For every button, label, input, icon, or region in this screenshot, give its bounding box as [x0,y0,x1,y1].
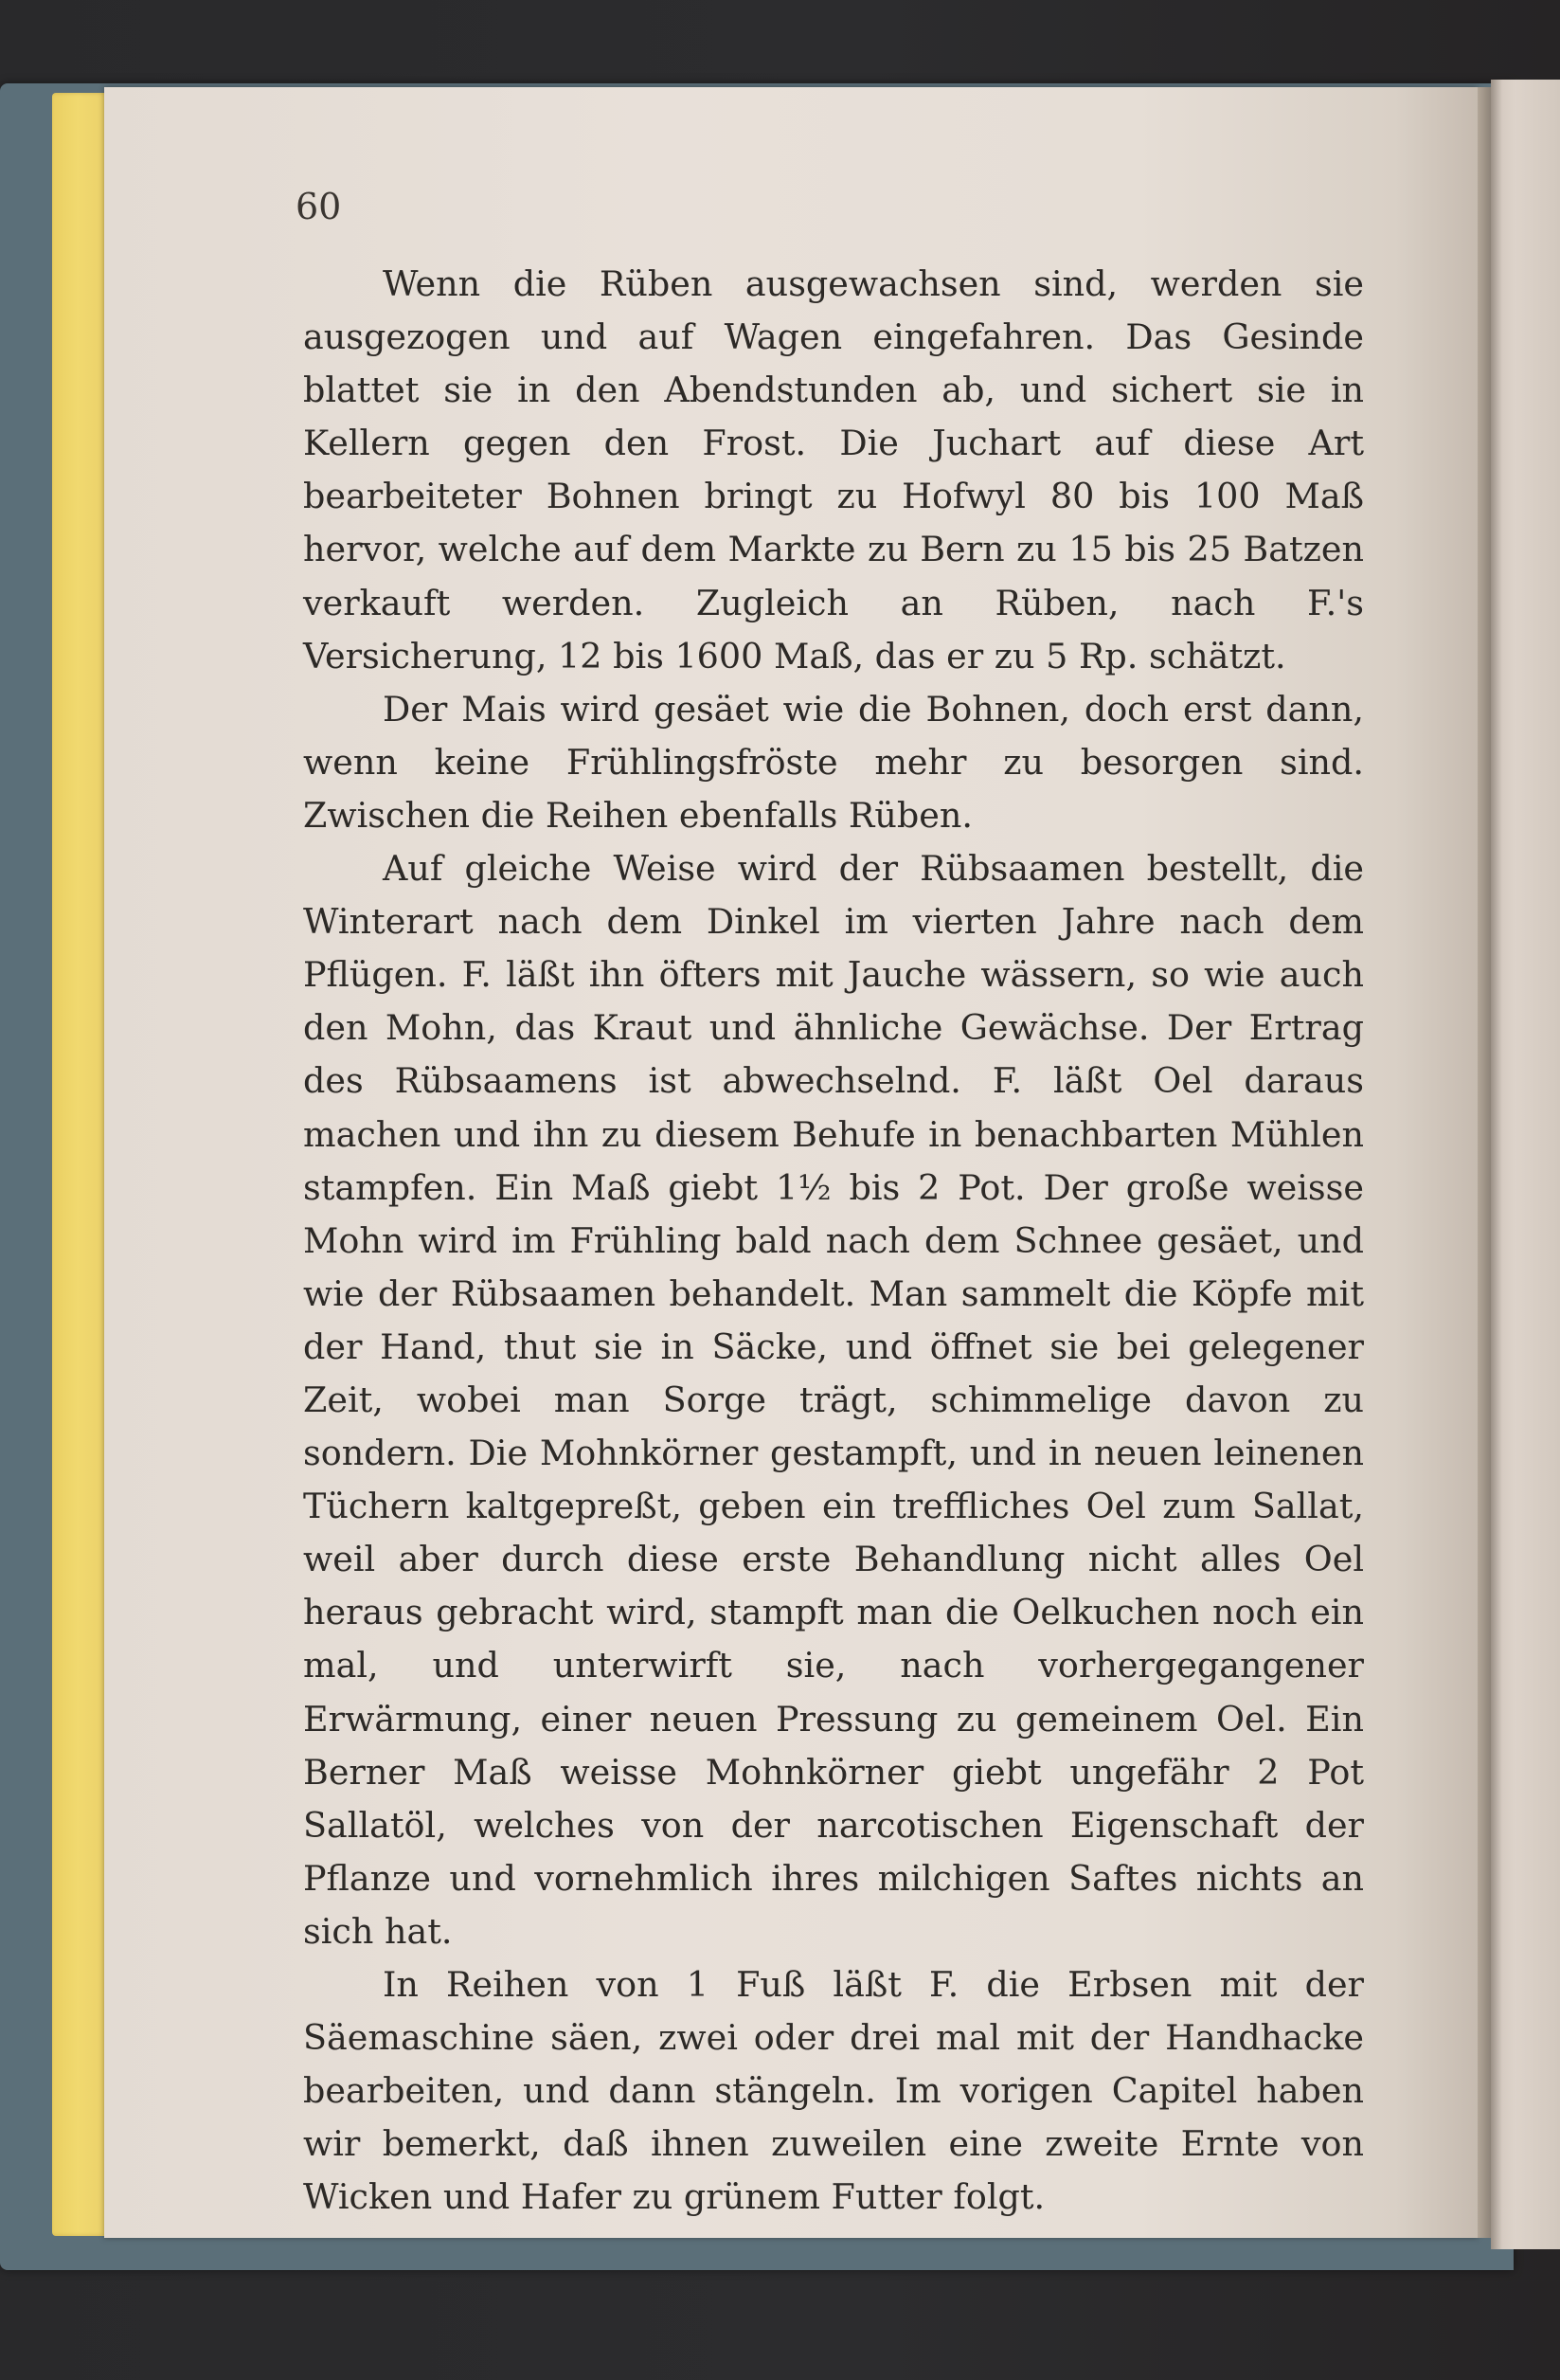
facing-page-shadow [1491,80,1502,2249]
paragraph-rueben: Wenn die Rüben ausgewachsen sind, werden sie ausgezogen und auf Wagen eingefahren. Das Gesinde blattet sie in den Abendstunden ab, und sichert sie in Kellern gegen den Frost. Die Juchart auf diese Art bearbeiteter Bohnen bringt zu Hofwyl 80 bis 100 Maß hervor, welche auf dem Markte zu Bern zu 15 bis 25 Batzen verkauft werden. Zugleich an Rüben, nach F.'s Versicherung, 12 bis 1600 Maß, das er zu 5 Rp. schätzt. [303,263,1364,676]
page-number: 60 [296,186,342,227]
page-edges [52,93,109,2236]
paragraph-mais: Der Mais wird gesäet wie die Bohnen, doch erst dann, wenn keine Frühlingsfröste mehr zu besorgen sind. Zwischen die Reihen ebenfalls Rüben. [303,688,1364,836]
page-gutter [1478,87,1491,2238]
paragraph-erbsen: In Reihen von 1 Fuß läßt F. die Erbsen mit der Säemaschine säen, zwei oder drei mal mit der Handhacke bearbeiten, und dann stängeln. Im vorigen Capitel haben wir bemerkt, daß ihnen zuweilen eine zweite Ernte von Wicken und Hafer zu grünem Futter folgt. [303,1964,1364,2218]
body-text [303,258,1364,2224]
paragraph-ruebsaamen: Auf gleiche Weise wird der Rübsaamen bestellt, die Winterart nach dem Dinkel im vierten Jahre nach dem Pflügen. F. läßt ihn öfters mit Jauche wässern, so wie auch den Mohn, das Kraut und ähnliche Gewächse. Der Ertrag des Rübsaamens ist abwechselnd. F. läßt Oel daraus machen und ihn zu diesem Behufe in benachbarten Mühlen stampfen. Ein Maß giebt 1½ bis 2 Pot. Der große weisse Mohn wird im Frühling bald nach dem Schnee gesäet, und wie der Rübsaamen behandelt. Man sammelt die Köpfe mit der Hand, thut sie in Säcke, und öffnet sie bei gelegener Zeit, wobei man Sorge trägt, schimmelige davon zu sondern. Die Mohnkörner gestampft, und in neuen leinenen Tüchern kaltgepreßt, geben ein treffliches Oel zum Sallat, weil aber durch diese erste Behandlung nicht alles Oel heraus gebracht wird, stampft man die Oelkuchen noch ein mal, und unterwirft sie, nach vorhergegangener Erwärmung, einer neuen Pressung zu gemeinem Oel. Ein Berner Maß weisse Mohnkörner giebt ungefähr 2 Pot Sallatöl, welches von der narcotischen Eigenschaft der Pflanze und vornehmlich ihres milchigen Saftes nichts an sich hat. [303,848,1364,1952]
